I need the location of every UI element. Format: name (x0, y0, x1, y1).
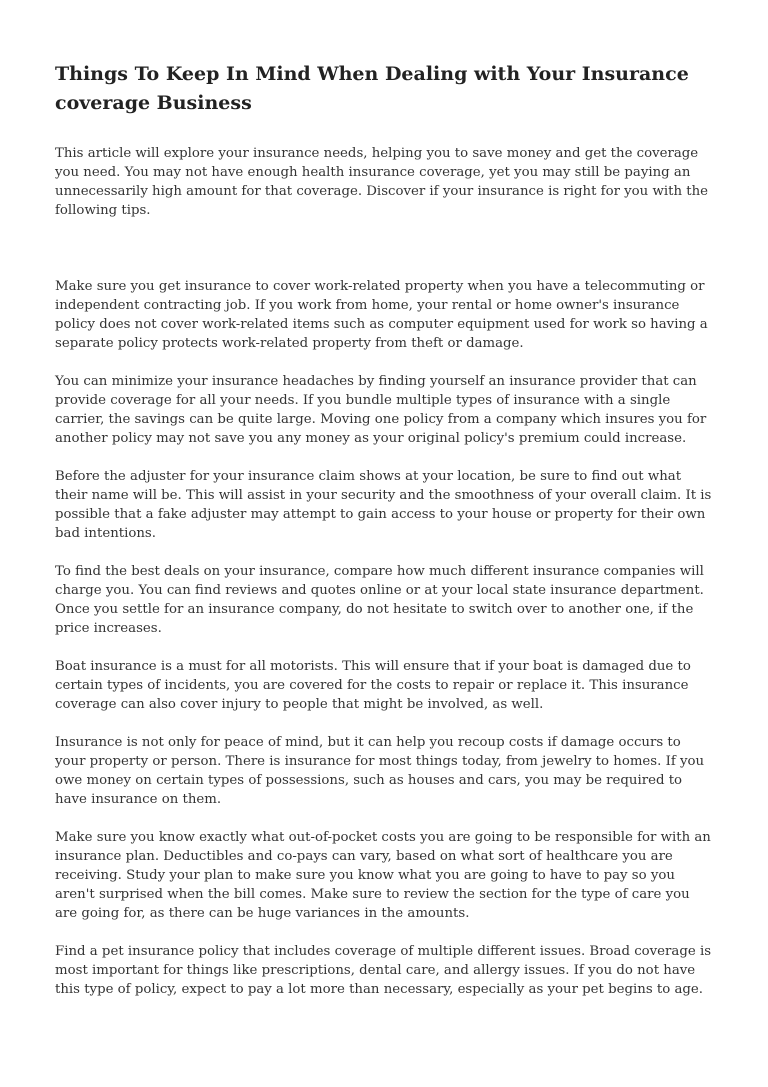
document-title: Things To Keep In Mind When Dealing with Your Insurance coverage Business (55, 63, 689, 114)
paragraph-out-of-pocket: Make sure you know exactly what out-of-pocket costs you are going to be responsible for with an insurance plan. Deductibles and co-pays can vary, based on what sort of healthcare you are receiving. Study your plan to make sure you know what you are going to have to pay so you aren't surprised when the bill comes. Make sure to review the section for the type of care you are going for, as there can be huge variances in the amounts. (55, 830, 711, 921)
paragraph-bundle-insurance: You can minimize your insurance headaches by finding yourself an insurance provider that can provide coverage for all your needs. If you bundle multiple types of insurance with a single carrier, the savings can be quite large. Moving one policy from a company which insures you for another policy may not save you any money as your original policy's premium could increase. (55, 374, 707, 446)
paragraph-peace-of-mind: Insurance is not only for peace of mind, but it can help you recoup costs if damage occurs to your property or person. There is insurance for most things today, from jewelry to homes. If you owe money on certain types of possessions, such as houses and cars, you may be required to have insurance on them. (55, 735, 705, 807)
paragraph-adjuster: Before the adjuster for your insurance claim shows at your location, be sure to find out what their name will be. This will assist in your security and the smoothness of your overall claim. It is possible that a fake adjuster may attempt to gain access to your house or property for their own bad intentions. (55, 469, 712, 541)
paragraph-pet-insurance: Find a pet insurance policy that includes coverage of multiple different issues. Broad coverage is most important for things like prescriptions, dental care, and allergy issues. If you do not have this type of policy, expect to pay a lot more than necessary, especially as your pet begins to age. (55, 944, 712, 997)
paragraph-boat-insurance: Boat insurance is a must for all motorists. This will ensure that if your boat is damaged due to certain types of incidents, you are covered for the costs to repair or replace it. This insurance coverage can also cover injury to people that might be involved, as well. (55, 659, 691, 712)
paragraph-intro: This article will explore your insurance needs, helping you to save money and get the coverage you need. You may not have enough health insurance coverage, yet you may still be paying an unnecessarily high amount for that coverage. Discover if your insurance is right for you with the following tips. (55, 146, 709, 218)
paragraph-compare-deals: To find the best deals on your insurance, compare how much different insurance companies will charge you. You can find reviews and quotes online or at your local state insurance department. Once you settle for an insurance company, do not hesitate to switch over to another one, if the price increases. (55, 564, 704, 636)
paragraph-work-property: Make sure you get insurance to cover work-related property when you have a telecommuting or independent contracting job. If you work from home, your rental or home owner's insurance policy does not cover work-related items such as computer equipment used for work so having a separate policy protects work-related property from theft or damage. (55, 279, 708, 351)
